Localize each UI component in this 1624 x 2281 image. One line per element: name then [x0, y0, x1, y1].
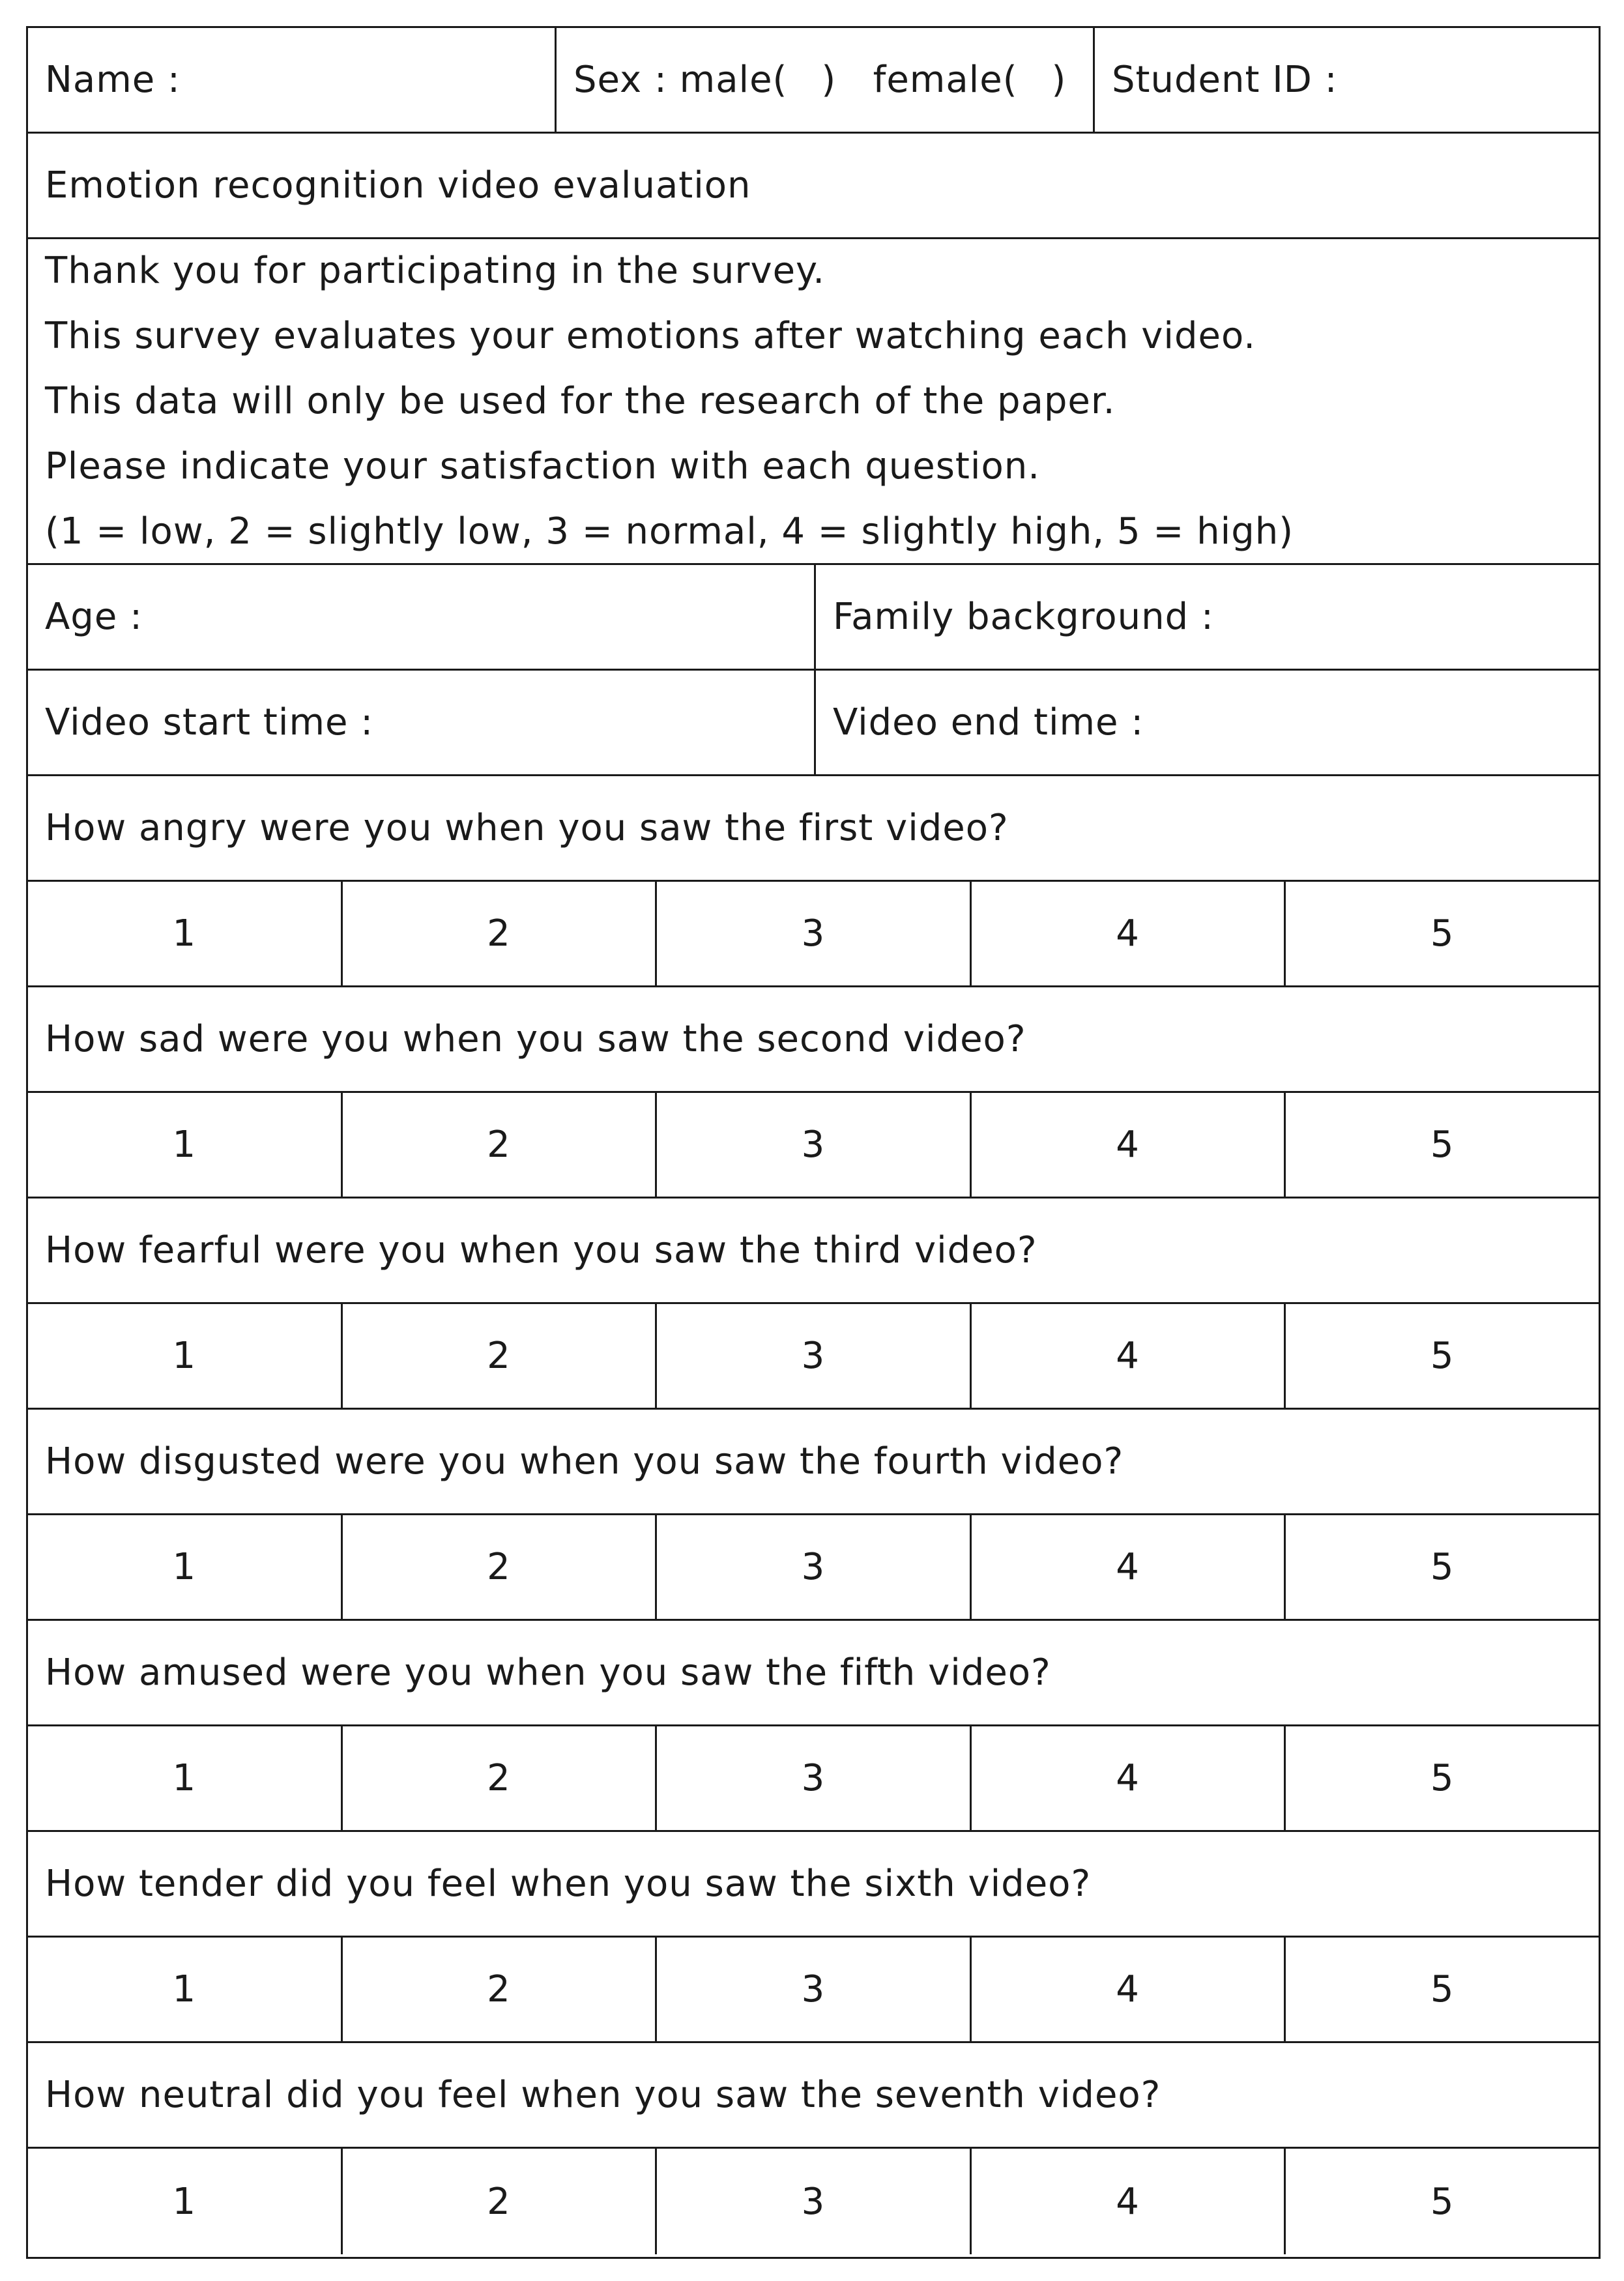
rating-option-2[interactable]: 2 [341, 882, 656, 985]
rating-option-1[interactable]: 1 [172, 912, 197, 955]
rating-option-1[interactable]: 1 [172, 1757, 197, 1799]
sex-label: Sex : [573, 59, 667, 101]
rating-option-1[interactable]: 1 [172, 1124, 197, 1166]
rating-option-3[interactable]: 3 [655, 2149, 970, 2254]
female-option-close: ) [1051, 59, 1067, 101]
rating-option-5[interactable]: 5 [1284, 882, 1599, 985]
instruction-line: Thank you for participating in the survey. [45, 249, 825, 292]
rating-option-3[interactable]: 3 [655, 1093, 970, 1197]
rating-option-5[interactable]: 5 [1284, 1093, 1599, 1197]
question-row [28, 987, 1599, 1093]
rating-option-1[interactable]: 1 [172, 1335, 197, 1377]
question-row [28, 1199, 1599, 1304]
rating-option-5[interactable]: 5 [1284, 1938, 1599, 2041]
age-field[interactable] [28, 565, 814, 669]
question-tender: How tender did you feel when you saw the sixth video? [45, 1863, 1092, 1905]
question-sad: How sad were you when you saw the second video? [45, 1018, 1026, 1060]
rating-option-4[interactable]: 4 [970, 1515, 1284, 1619]
rating-option-4[interactable]: 4 [970, 1726, 1284, 1830]
rating-option-3[interactable]: 3 [655, 1304, 970, 1408]
question-disgusted: How disgusted were you when you saw the fourth video? [45, 1440, 1124, 1483]
question-row [28, 776, 1599, 882]
rating-row-fearful [28, 1304, 1599, 1410]
instruction-line: This survey evaluates your emotions after watching each video. [45, 314, 1256, 357]
question-row [28, 2043, 1599, 2149]
rating-row-neutral [28, 2149, 1599, 2254]
rating-option-4[interactable]: 4 [970, 2149, 1284, 2254]
family-background-field[interactable] [814, 565, 1599, 669]
rating-row-disgusted [28, 1515, 1599, 1621]
rating-option-4[interactable]: 4 [970, 1304, 1284, 1408]
rating-row-amused [28, 1726, 1599, 1832]
sex-field [555, 28, 1093, 132]
question-row [28, 1410, 1599, 1515]
rating-option-1[interactable]: 1 [172, 2180, 197, 2223]
rating-option-2[interactable]: 2 [341, 1093, 656, 1197]
student-id-field[interactable] [1093, 28, 1599, 132]
video-start-time-field[interactable] [28, 671, 814, 774]
video-end-time-field[interactable] [814, 671, 1599, 774]
title-row [28, 134, 1599, 239]
rating-option-3[interactable]: 3 [655, 1726, 970, 1830]
rating-option-2[interactable]: 2 [341, 1304, 656, 1408]
rating-option-1[interactable]: 1 [172, 1546, 197, 1588]
video-end-time-label: Video end time : [833, 701, 1144, 744]
rating-option-3[interactable]: 3 [655, 1938, 970, 2041]
rating-row-angry [28, 882, 1599, 987]
rating-option-5[interactable]: 5 [1284, 1515, 1599, 1619]
rating-option-2[interactable]: 2 [341, 1938, 656, 2041]
instructions [28, 239, 1599, 565]
age-family-row [28, 565, 1599, 671]
student-id-label: Student ID : [1112, 59, 1338, 101]
question-fearful: How fearful were you when you saw the third video? [45, 1229, 1037, 1271]
rating-option-2[interactable]: 2 [341, 2149, 656, 2254]
header-row [28, 28, 1599, 134]
question-row [28, 1832, 1599, 1938]
rating-option-5[interactable]: 5 [1284, 2149, 1599, 2254]
rating-row-sad [28, 1093, 1599, 1199]
female-option[interactable]: female( [873, 59, 1018, 101]
video-time-row [28, 671, 1599, 776]
rating-option-1[interactable]: 1 [172, 1968, 197, 2011]
form-title: Emotion recognition video evaluation [45, 164, 751, 207]
scale-legend: (1 = low, 2 = slightly low, 3 = normal, 4 = slightly high, 5 = high) [45, 510, 1294, 553]
rating-option-2[interactable]: 2 [341, 1515, 656, 1619]
rating-option-4[interactable]: 4 [970, 1093, 1284, 1197]
instruction-line: This data will only be used for the research of the paper. [45, 379, 1116, 422]
rating-option-3[interactable]: 3 [655, 1515, 970, 1619]
rating-option-4[interactable]: 4 [970, 882, 1284, 985]
rating-row-tender [28, 1938, 1599, 2043]
question-neutral: How neutral did you feel when you saw the seventh video? [45, 2074, 1161, 2116]
male-option[interactable]: male( [679, 59, 788, 101]
rating-option-5[interactable]: 5 [1284, 1726, 1599, 1830]
age-label: Age : [45, 596, 143, 638]
rating-option-4[interactable]: 4 [970, 1938, 1284, 2041]
survey-form [26, 26, 1601, 2259]
family-background-label: Family background : [833, 596, 1214, 638]
rating-option-2[interactable]: 2 [341, 1726, 656, 1830]
question-amused: How amused were you when you saw the fifth video? [45, 1651, 1051, 1694]
male-option-close: ) [821, 59, 837, 101]
name-label: Name : [45, 59, 181, 101]
question-angry: How angry were you when you saw the first video? [45, 807, 1009, 849]
rating-option-3[interactable]: 3 [655, 882, 970, 985]
instruction-line: Please indicate your satisfaction with each question. [45, 444, 1040, 487]
name-field[interactable] [28, 28, 555, 132]
question-row [28, 1621, 1599, 1726]
rating-option-5[interactable]: 5 [1284, 1304, 1599, 1408]
video-start-time-label: Video start time : [45, 701, 374, 744]
